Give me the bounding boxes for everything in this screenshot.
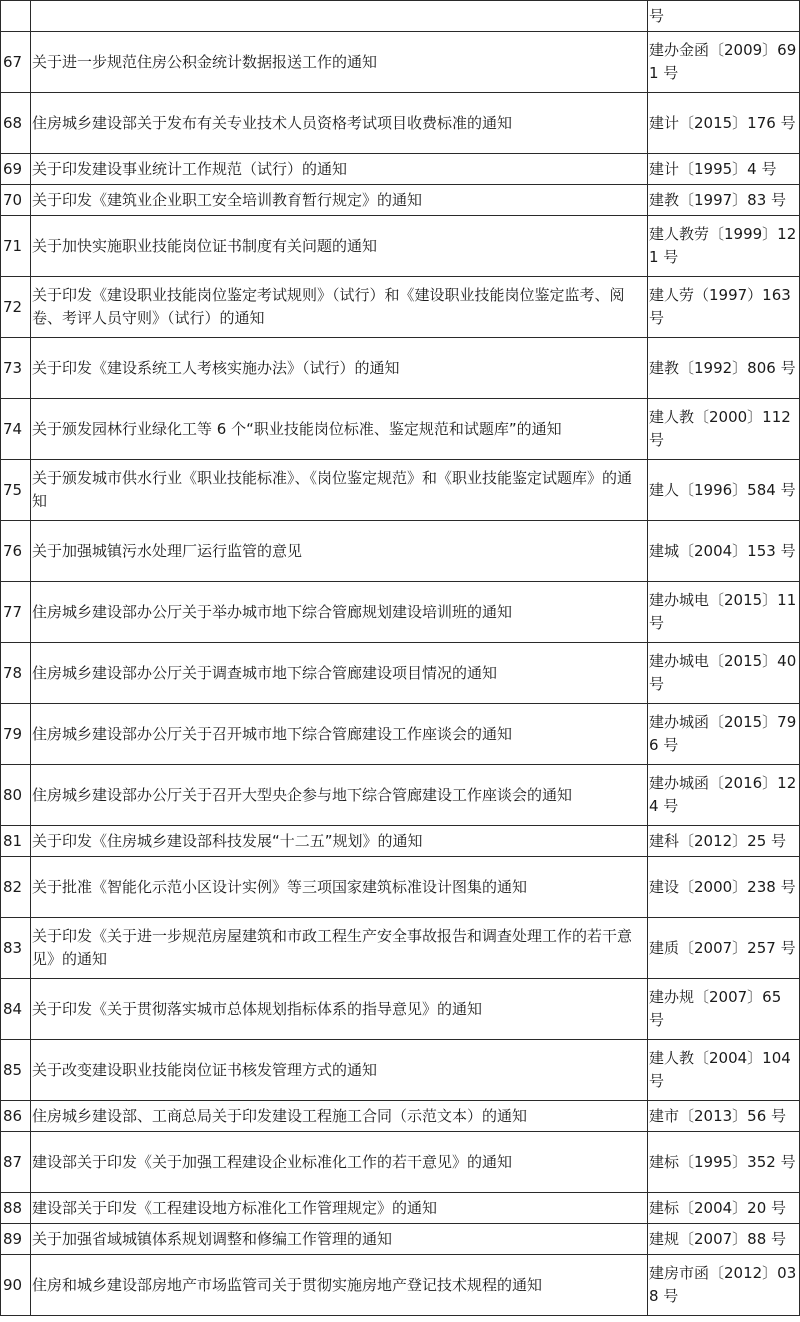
table-row	[1, 460, 800, 521]
row-doc-number: 建房市函〔2012〕038 号	[648, 1255, 800, 1316]
table-row	[1, 1224, 800, 1255]
row-title: 关于印发《关于进一步规范房屋建筑和市政工程生产安全事故报告和调查处理工作的若干意见》的通知	[31, 918, 648, 979]
row-number: 70	[1, 185, 31, 216]
row-number: 86	[1, 1101, 31, 1132]
row-number: 81	[1, 826, 31, 857]
row-title: 住房城乡建设部办公厅关于召开大型央企参与地下综合管廊建设工作座谈会的通知	[31, 765, 648, 826]
row-title: 关于印发《建筑业企业职工安全培训教育暂行规定》的通知	[31, 185, 648, 216]
row-title: 关于颁发城市供水行业《职业技能标准》、《岗位鉴定规范》和《职业技能鉴定试题库》的通知	[31, 460, 648, 521]
table-row	[1, 338, 800, 399]
row-title: 关于印发建设事业统计工作规范（试行）的通知	[31, 154, 648, 185]
row-doc-number: 建质〔2007〕257 号	[648, 918, 800, 979]
row-title: 住房城乡建设部办公厅关于举办城市地下综合管廊规划建设培训班的通知	[31, 582, 648, 643]
row-title: 关于加强城镇污水处理厂运行监管的意见	[31, 521, 648, 582]
row-doc-number: 建办城函〔2015〕796 号	[648, 704, 800, 765]
row-doc-number: 号	[648, 1, 800, 32]
row-doc-number: 建城〔2004〕153 号	[648, 521, 800, 582]
table-body	[1, 1, 800, 1316]
row-title: 关于印发《建设系统工人考核实施办法》（试行）的通知	[31, 338, 648, 399]
row-number: 88	[1, 1193, 31, 1224]
table-row	[1, 1255, 800, 1316]
row-number: 84	[1, 979, 31, 1040]
row-doc-number: 建人教〔2004〕104 号	[648, 1040, 800, 1101]
row-doc-number: 建标〔2004〕20 号	[648, 1193, 800, 1224]
table-row	[1, 399, 800, 460]
row-doc-number: 建人教〔2000〕112 号	[648, 399, 800, 460]
table-row	[1, 704, 800, 765]
row-title: 住房城乡建设部关于发布有关专业技术人员资格考试项目收费标准的通知	[31, 93, 648, 154]
row-title	[31, 1, 648, 32]
row-title: 关于颁发园林行业绿化工等 6 个“职业技能岗位标准、鉴定规范和试题库”的通知	[31, 399, 648, 460]
row-doc-number: 建人教劳〔1999〕121 号	[648, 216, 800, 277]
row-number: 90	[1, 1255, 31, 1316]
row-doc-number: 建科〔2012〕25 号	[648, 826, 800, 857]
row-doc-number: 建设〔2000〕238 号	[648, 857, 800, 918]
row-number: 72	[1, 277, 31, 338]
row-title: 关于加快实施职业技能岗位证书制度有关问题的通知	[31, 216, 648, 277]
row-doc-number: 建市〔2013〕56 号	[648, 1101, 800, 1132]
table-row	[1, 979, 800, 1040]
row-doc-number: 建办规〔2007〕65 号	[648, 979, 800, 1040]
row-title: 关于印发《住房城乡建设部科技发展“十二五”规划》的通知	[31, 826, 648, 857]
row-number: 67	[1, 32, 31, 93]
row-title: 关于加强省域城镇体系规划调整和修编工作管理的通知	[31, 1224, 648, 1255]
row-title: 住房城乡建设部、工商总局关于印发建设工程施工合同（示范文本）的通知	[31, 1101, 648, 1132]
row-number: 85	[1, 1040, 31, 1101]
row-number: 83	[1, 918, 31, 979]
table-row	[1, 93, 800, 154]
row-title: 住房城乡建设部办公厅关于调查城市地下综合管廊建设项目情况的通知	[31, 643, 648, 704]
row-doc-number: 建人劳（1997）163 号	[648, 277, 800, 338]
row-doc-number: 建办金函〔2009〕691 号	[648, 32, 800, 93]
row-doc-number: 建教〔1997〕83 号	[648, 185, 800, 216]
row-title: 关于进一步规范住房公积金统计数据报送工作的通知	[31, 32, 648, 93]
row-title: 建设部关于印发《关于加强工程建设企业标准化工作的若干意见》的通知	[31, 1132, 648, 1193]
table-row	[1, 582, 800, 643]
row-doc-number: 建计〔2015〕176 号	[648, 93, 800, 154]
row-title: 住房和城乡建设部房地产市场监管司关于贯彻实施房地产登记技术规程的通知	[31, 1255, 648, 1316]
table-row	[1, 1101, 800, 1132]
row-title: 关于印发《建设职业技能岗位鉴定考试规则》（试行）和《建设职业技能岗位鉴定监考、阅卷、考评人员守则》（试行）的通知	[31, 277, 648, 338]
table-row	[1, 765, 800, 826]
table-row	[1, 1193, 800, 1224]
table-row	[1, 857, 800, 918]
row-number: 68	[1, 93, 31, 154]
row-number: 71	[1, 216, 31, 277]
row-doc-number: 建计〔1995〕4 号	[648, 154, 800, 185]
table-row	[1, 1040, 800, 1101]
table-row	[1, 1132, 800, 1193]
row-number: 79	[1, 704, 31, 765]
row-number: 78	[1, 643, 31, 704]
row-doc-number: 建教〔1992〕806 号	[648, 338, 800, 399]
row-doc-number: 建标〔1995〕352 号	[648, 1132, 800, 1193]
row-number: 73	[1, 338, 31, 399]
table-row	[1, 32, 800, 93]
row-doc-number: 建规〔2007〕88 号	[648, 1224, 800, 1255]
row-number: 82	[1, 857, 31, 918]
row-doc-number: 建办城电〔2015〕40 号	[648, 643, 800, 704]
row-doc-number: 建人〔1996〕584 号	[648, 460, 800, 521]
table-row	[1, 185, 800, 216]
table-row	[1, 521, 800, 582]
row-title: 住房城乡建设部办公厅关于召开城市地下综合管廊建设工作座谈会的通知	[31, 704, 648, 765]
row-doc-number: 建办城函〔2016〕124 号	[648, 765, 800, 826]
table-row	[1, 826, 800, 857]
row-number: 80	[1, 765, 31, 826]
row-number: 76	[1, 521, 31, 582]
row-number: 77	[1, 582, 31, 643]
table-row	[1, 277, 800, 338]
table-row-partial	[1, 1, 800, 32]
table-row	[1, 918, 800, 979]
row-title: 建设部关于印发《工程建设地方标准化工作管理规定》的通知	[31, 1193, 648, 1224]
row-number: 75	[1, 460, 31, 521]
row-number: 87	[1, 1132, 31, 1193]
row-number: 74	[1, 399, 31, 460]
table-row	[1, 216, 800, 277]
row-title: 关于改变建设职业技能岗位证书核发管理方式的通知	[31, 1040, 648, 1101]
table-row	[1, 643, 800, 704]
table-row	[1, 154, 800, 185]
row-title: 关于批准《智能化示范小区设计实例》等三项国家建筑标准设计图集的通知	[31, 857, 648, 918]
row-number: 89	[1, 1224, 31, 1255]
row-number	[1, 1, 31, 32]
row-title: 关于印发《关于贯彻落实城市总体规划指标体系的指导意见》的通知	[31, 979, 648, 1040]
row-number: 69	[1, 154, 31, 185]
row-doc-number: 建办城电〔2015〕11 号	[648, 582, 800, 643]
